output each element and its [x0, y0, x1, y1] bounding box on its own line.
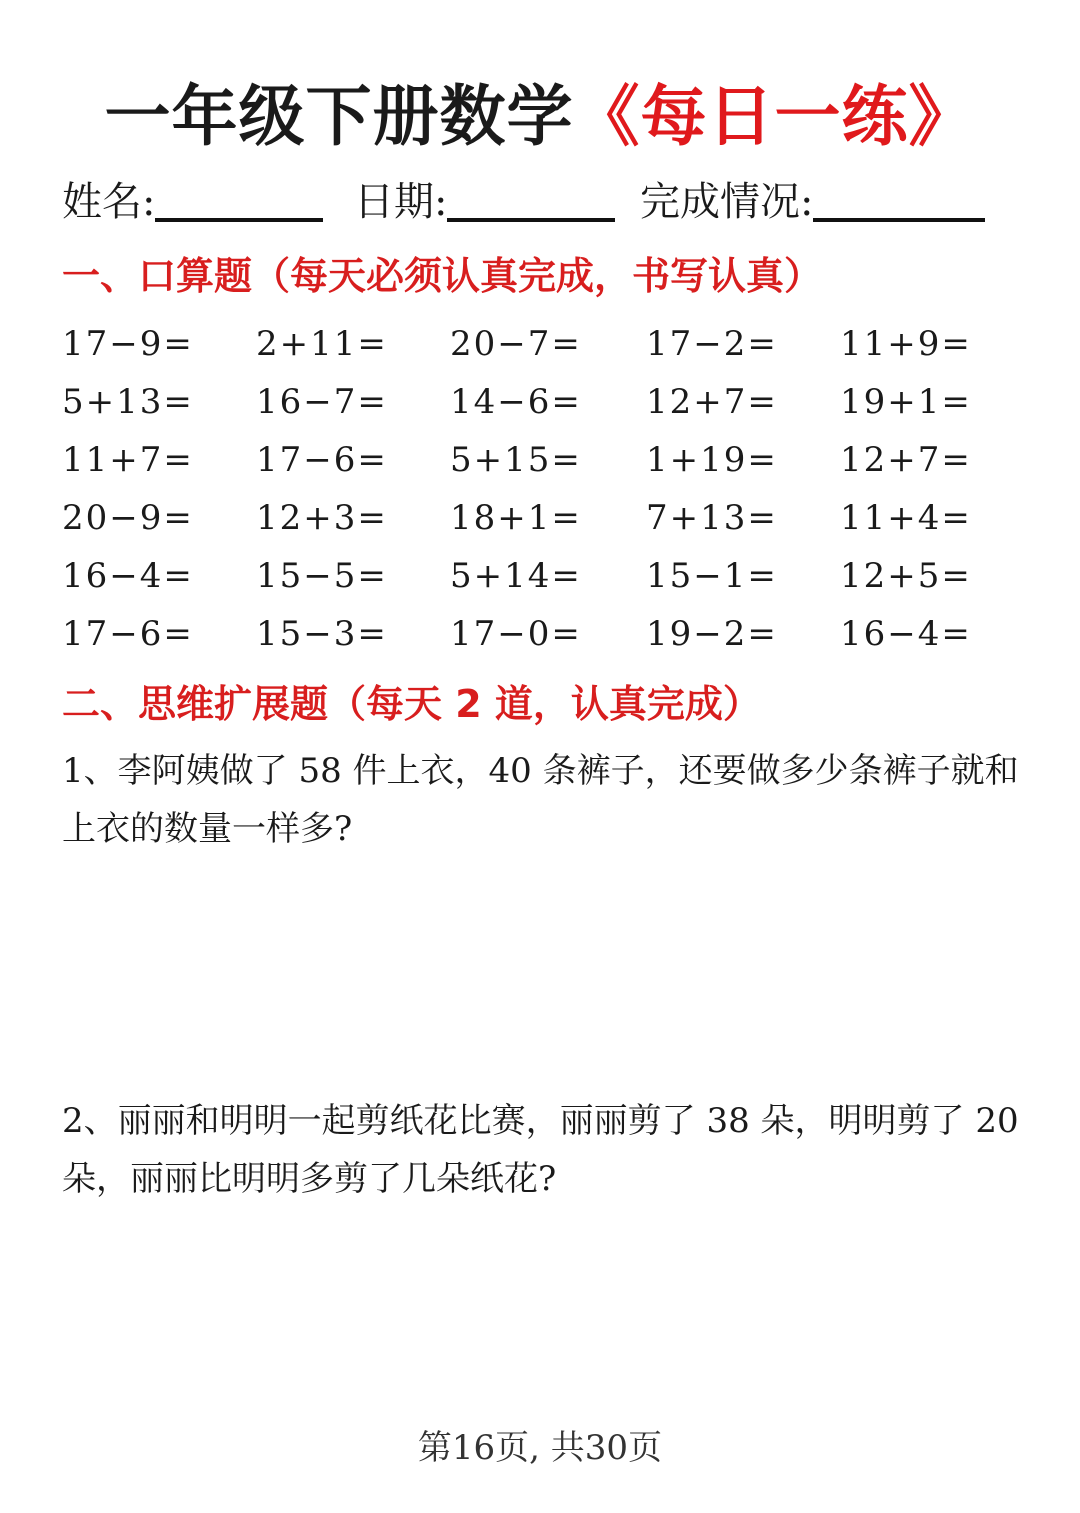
math-item: 18+1=	[450, 498, 582, 538]
mental-math-grid	[62, 315, 1022, 663]
page-title	[0, 72, 1080, 162]
math-item: 17−6=	[256, 440, 388, 480]
math-item: 20−9=	[62, 498, 194, 538]
grid-row	[62, 489, 1022, 547]
section2-heading: 二、思维扩展题（每天 2 道，认真完成）	[62, 682, 761, 726]
math-item: 11+9=	[840, 324, 972, 364]
math-item: 7+13=	[646, 498, 778, 538]
date-blank-line	[447, 178, 615, 222]
name-field	[62, 172, 323, 232]
math-item: 17−0=	[450, 614, 582, 654]
math-item: 15−1=	[646, 556, 778, 596]
math-item: 5+15=	[450, 440, 582, 480]
math-item: 5+14=	[450, 556, 582, 596]
math-item: 17−2=	[646, 324, 778, 364]
math-item: 12+7=	[840, 440, 972, 480]
grid-row	[62, 431, 1022, 489]
math-item: 12+5=	[840, 556, 972, 596]
math-item: 2+11=	[256, 324, 388, 364]
grid-row	[62, 547, 1022, 605]
math-item: 12+3=	[256, 498, 388, 538]
math-item: 16−7=	[256, 382, 388, 422]
math-item: 1+19=	[646, 440, 778, 480]
math-item: 16−4=	[62, 556, 194, 596]
math-item: 17−9=	[62, 324, 194, 364]
title-main: 一年级下册数学	[104, 78, 574, 155]
section1-heading: 一、口算题（每天必须认真完成，书写认真）	[62, 254, 823, 298]
status-label: 完成情况:	[640, 179, 814, 225]
math-item: 11+4=	[840, 498, 972, 538]
grid-row	[62, 373, 1022, 431]
math-item: 16−4=	[840, 614, 972, 654]
math-item: 19+1=	[840, 382, 972, 422]
word-problem-1: 1、李阿姨做了 58 件上衣，40 条裤子，还要做多少条裤子就和上衣的数量一样多?	[62, 751, 1019, 849]
name-blank-line	[155, 178, 323, 222]
math-item: 14−6=	[450, 382, 582, 422]
math-item: 19−2=	[646, 614, 778, 654]
math-item: 15−5=	[256, 556, 388, 596]
math-item: 5+13=	[62, 382, 194, 422]
grid-row	[62, 315, 1022, 373]
grid-row	[62, 605, 1022, 663]
word-problem-2: 2、丽丽和明明一起剪纸花比赛，丽丽剪了 38 朵，明明剪了 20 朵，丽丽比明明多剪了几朵纸花?	[62, 1101, 1019, 1199]
math-item: 17−6=	[62, 614, 194, 654]
math-item: 20−7=	[450, 324, 582, 364]
date-field	[354, 172, 615, 232]
title-highlight: 《每日一练》	[573, 78, 976, 155]
date-label: 日期:	[354, 179, 448, 225]
status-blank-line	[813, 178, 985, 222]
math-item: 12+7=	[646, 382, 778, 422]
math-item: 11+7=	[62, 440, 194, 480]
math-item: 15−3=	[256, 614, 388, 654]
name-label: 姓名:	[62, 179, 156, 225]
status-field	[640, 172, 985, 232]
page-number: 第16页, 共30页	[417, 1428, 663, 1468]
